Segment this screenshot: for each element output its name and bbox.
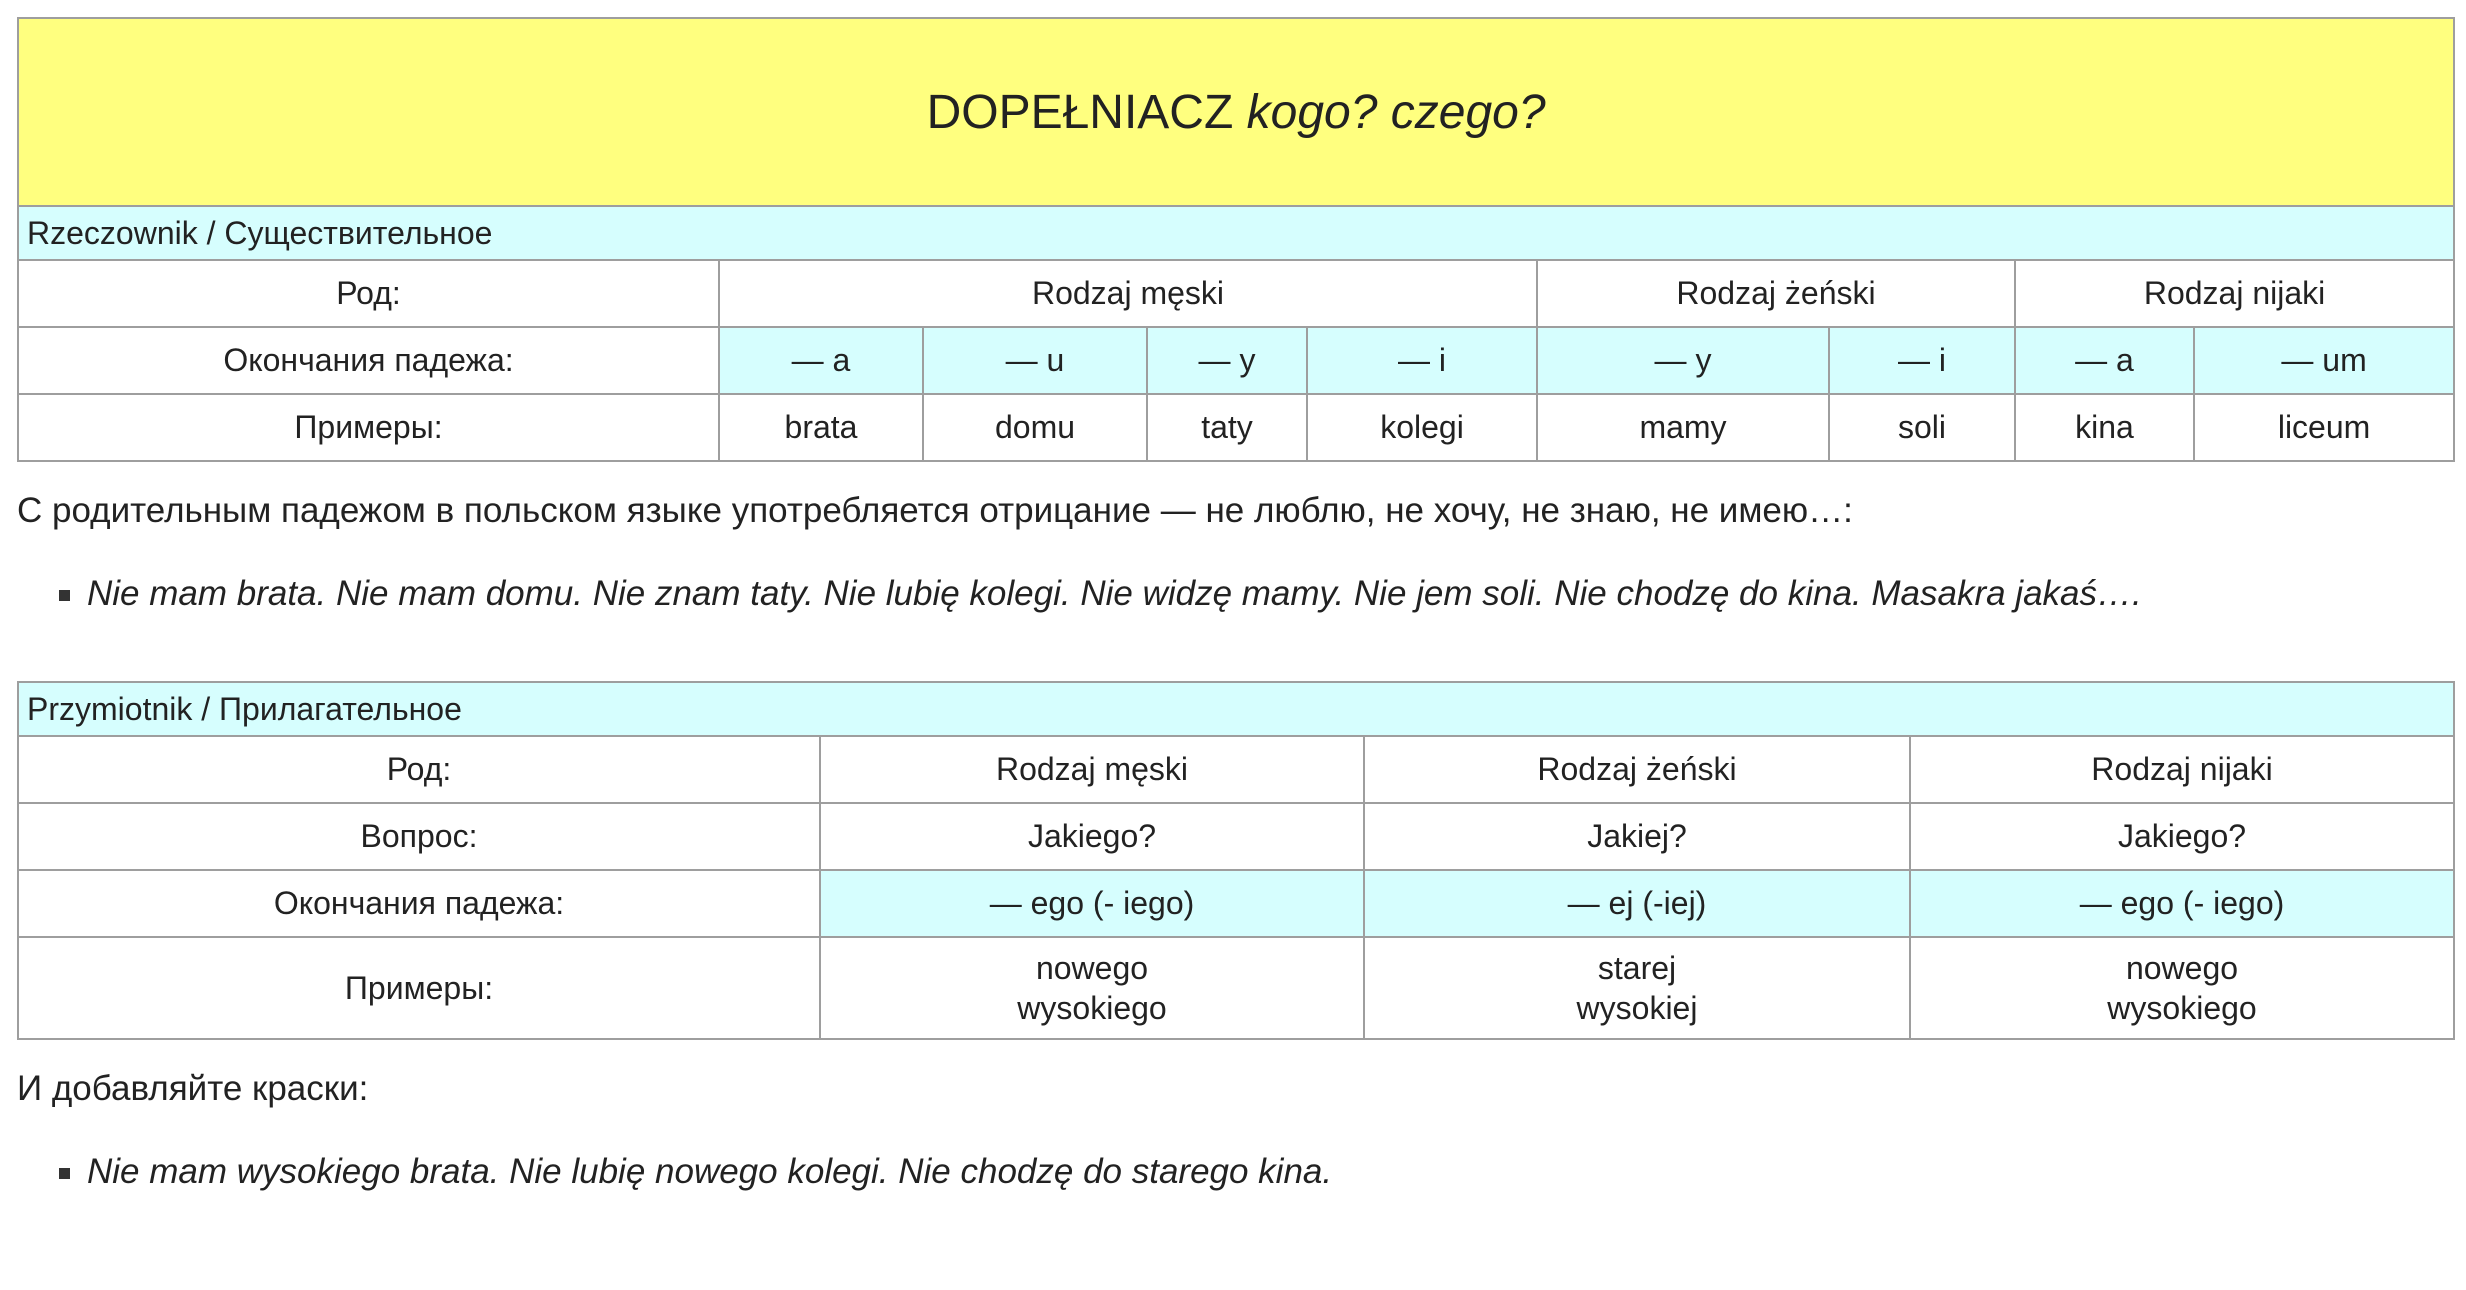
colors-note: И добавляйте краски: [17, 1069, 369, 1108]
noun-ending-cell: — a [719, 327, 923, 394]
noun-ending-cell: — a [2015, 327, 2194, 394]
adjective-ending-cell: — ego (- iego) [820, 870, 1364, 937]
colors-examples-list [17, 1149, 2453, 1195]
noun-example-cell: soli [1829, 394, 2015, 461]
noun-example-cell: brata [719, 394, 923, 461]
list-item [17, 571, 2453, 617]
adjective-example-cell [1910, 937, 2454, 1039]
adjective-question-cell: Jakiej? [1364, 803, 1910, 870]
negation-note: С родительным падежом в польском языке употребляется отрицание — не люблю, не хочу, не знаю, не имею…: [17, 491, 1853, 530]
adjective-ending-cell: — ej (-iej) [1364, 870, 1910, 937]
example-word: wysokiego [2107, 990, 2257, 1026]
example-word: starej [1597, 950, 1677, 986]
bullet-icon [59, 590, 70, 601]
example-word: nowego [2125, 950, 2239, 986]
example-word: wysokiej [1576, 990, 1698, 1026]
noun-example-cell: kolegi [1307, 394, 1537, 461]
list-item-text: Nie mam brata. Nie mam domu. Nie znam taty. Nie lubię kolegi. Nie widzę mamy. Nie jem soli. Nie chodzę do kina. Masakra jakaś…. [87, 574, 2142, 613]
noun-example-cell: taty [1147, 394, 1307, 461]
adjective-section-header: Przymiotnik / Прилагательное [18, 682, 2454, 736]
noun-gender-feminine: Rodzaj żeński [1537, 260, 2015, 327]
adjective-gender-cell: Rodzaj męski [820, 736, 1364, 803]
noun-examples-label: Примеры: [18, 394, 719, 461]
noun-gender-row [18, 260, 2454, 327]
noun-gender-masculine: Rodzaj męski [719, 260, 1537, 327]
noun-example-cell: liceum [2194, 394, 2454, 461]
adjective-example-cell [1364, 937, 1910, 1039]
noun-ending-cell: — y [1537, 327, 1829, 394]
noun-section-header: Rzeczownik / Существительное [18, 206, 2454, 260]
example-word: wysokiego [1017, 990, 1167, 1026]
adjective-example-cell [820, 937, 1364, 1039]
adjective-examples-label: Примеры: [18, 937, 820, 1039]
adjective-endings-row [18, 870, 2454, 937]
bullet-icon [59, 1168, 70, 1179]
noun-gender-neuter: Rodzaj nijaki [2015, 260, 2454, 327]
noun-ending-cell: — i [1829, 327, 2015, 394]
adjective-table [17, 681, 2455, 1040]
adjective-question-row [18, 803, 2454, 870]
noun-ending-cell: — um [2194, 327, 2454, 394]
adjective-ending-cell: — ego (- iego) [1910, 870, 2454, 937]
noun-gender-label: Род: [18, 260, 719, 327]
noun-ending-cell: — u [923, 327, 1147, 394]
noun-examples-row [18, 394, 2454, 461]
case-name: DOPEŁNIACZ [926, 85, 1234, 139]
example-word: nowego [1035, 950, 1149, 986]
page [17, 17, 2453, 1195]
adjective-endings-label: Окончания падежа: [18, 870, 820, 937]
noun-example-cell: mamy [1537, 394, 1829, 461]
noun-ending-cell: — i [1307, 327, 1537, 394]
adjective-gender-cell: Rodzaj żeński [1364, 736, 1910, 803]
noun-example-cell: kina [2015, 394, 2194, 461]
list-item-text: Nie mam wysokiego brata. Nie lubię nowego kolegi. Nie chodzę do starego kina. [87, 1152, 1333, 1191]
noun-endings-row [18, 327, 2454, 394]
page-title [18, 18, 2454, 206]
adjective-examples-row [18, 937, 2454, 1039]
case-question: kogo? czego? [1246, 85, 1546, 139]
noun-example-cell: domu [923, 394, 1147, 461]
adjective-gender-cell: Rodzaj nijaki [1910, 736, 2454, 803]
noun-table [17, 17, 2455, 462]
adjective-gender-label: Род: [18, 736, 820, 803]
adjective-question-label: Вопрос: [18, 803, 820, 870]
adjective-question-cell: Jakiego? [820, 803, 1364, 870]
noun-ending-cell: — y [1147, 327, 1307, 394]
noun-endings-label: Окончания падежа: [18, 327, 719, 394]
adjective-gender-row [18, 736, 2454, 803]
negation-examples-list [17, 571, 2453, 617]
adjective-question-cell: Jakiego? [1910, 803, 2454, 870]
list-item [17, 1149, 2453, 1195]
